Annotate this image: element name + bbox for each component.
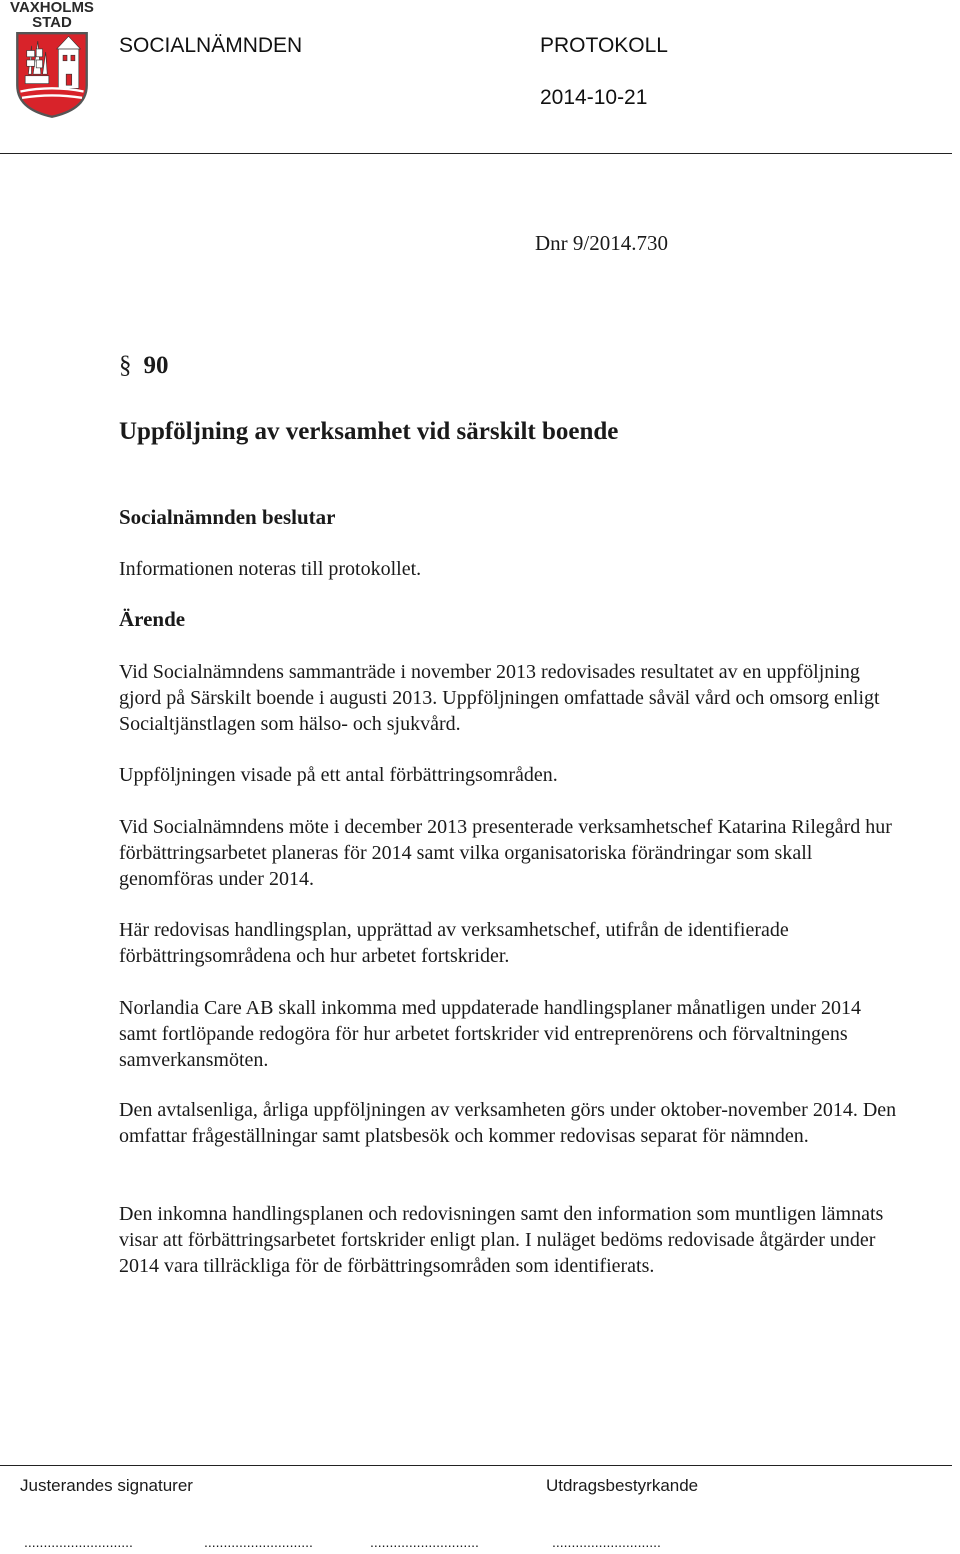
section-symbol: § [119,352,132,379]
decision-text: Informationen noteras till protokollet. [119,558,422,580]
signature-line: ............................ [24,1534,133,1550]
page-title: Uppföljning av verksamhet vid särskilt boende [119,418,619,445]
certification-line: ............................ [552,1534,661,1550]
logo-text-line2: STAD [32,14,72,31]
certified-label: Utdragsbestyrkande [546,1476,699,1495]
signature-line: ............................ [204,1534,313,1550]
section-number: 90 [143,352,169,379]
decision-heading: Socialnämnden beslutar [119,505,336,529]
footer-divider [0,1465,952,1466]
document-date: 2014-10-21 [540,86,648,109]
logo-text [4,0,100,30]
matter-paragraph: Den avtalsenliga, årliga uppföljningen av verksamheten görs under oktober-november 2014. Den omfattar frågeställningar samt platsbesök och kommer redovisas separat för nämnden. [119,1099,897,1147]
matter-paragraph: Här redovisas handlingsplan, upprättad av verksamhetschef, utifrån de identifierade förbättringsområdena och hur arbetet fortskrider. [119,919,789,967]
logo-text-line1: VAXHOLMS [10,0,94,16]
matter-heading: Ärende [119,607,186,631]
matter-paragraph: Norlandia Care AB skall inkomma med uppdaterade handlingsplaner månatligen under 2014 samt fortlöpande redogöra för hur arbetet fortskrider vid entreprenörens och förvaltningens samverkansmöten. [119,997,862,1071]
organization-name: SOCIALNÄMNDEN [119,34,303,57]
header-divider [0,153,952,154]
reference-number: Dnr 9/2014.730 [535,231,668,255]
matter-paragraph: Vid Socialnämndens sammanträde i november 2013 redovisades resultatet av en uppföljning gjord på Särskilt boende i augusti 2013. Uppföljningen omfattade såväl vård och omsorg enligt Socialtjänstlagen som hälso- och sjukvård. [119,661,880,735]
matter-paragraph: Den inkomna handlingsplanen och redovisningen samt den information som muntligen lämnats visar att förbättringsarbetet fortskrider enligt plan. I nuläget bedöms redovisade åtgärder under 2014 vara tillräckliga för de förbättringsområden som identifierats. [119,1203,884,1277]
matter-paragraph: Uppföljningen visade på ett antal förbättringsområden. [119,764,558,786]
signatures-label: Justerandes signaturer [20,1476,193,1495]
matter-paragraph: Vid Socialnämndens möte i december 2013 presenterade verksamhetschef Katarina Rilegård hur förbättringsarbetet planeras för 2014 samt vilka organisatoriska förändringar som skall genomföras under 2014. [119,816,892,890]
signature-line: ............................ [370,1534,479,1550]
section-heading [119,352,169,380]
document-type: PROTOKOLL [540,34,668,57]
coat-of-arms-icon [4,30,100,142]
